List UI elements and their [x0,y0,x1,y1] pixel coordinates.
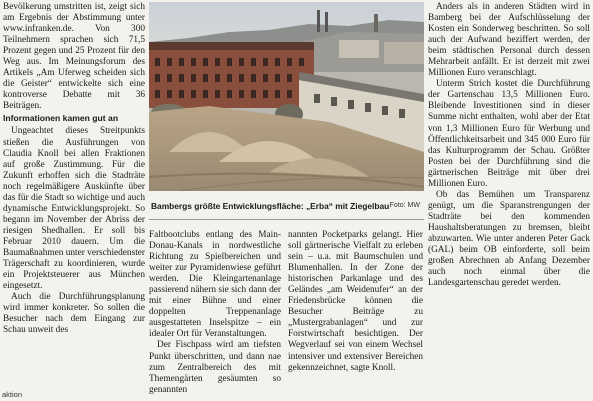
subheading: Informationen kamen gut an [3,113,119,124]
paragraph: Unterm Strich kostet die Durchführung der Gartenschau 13,5 Millionen Euro. Bleibende Investitionen sind in dieser Summe nicht enthalten, wohl aber der Etat von 1,3 Millionen Euro für Werbung und Öffentlichkeitsarbeit und 345 000 Euro für das Kulturprogramm der Schau. Größter Posten bei der Durchführung sind die gärtnerischen Beiträge mit über drei Millionen Euro. [428,79,590,189]
photo-caption-bar [149,199,424,213]
divider [149,219,424,220]
photo-credit: Foto: MW [389,202,420,209]
article-column-left [3,2,145,390]
footer-tag: aktion [2,390,23,399]
paragraph: Der Fischpass wird am tiefsten Punkt überschritten, und dann nae zum Zentralbereich des mit Themengärten gesäumten so genannten [149,340,281,395]
paragraph: Faltbootclubs entlang des Main-Donau-Kanals in nordwestliche Richtung zu Spielbereichen und weiter zur Pyramidenwiese geführt werden. Die Kleingartenanlage passierend nähern sie sich dann der mit einer Bühne und einer doppelten Treppenanlage ausgestatteten Inselspitze – ein idealer Ort für Veranstaltungen. [149,230,281,340]
article-photo [149,2,424,191]
paragraph: Ungeachtet dieses Streitpunkts stießen die Ausführungen von Claudia Knoll bei allen Fraktionen auf große Zustimmung. Für die Zukunft erhoffen sich die Stadträte noch regelmäßigere Auskünfte über das für die Stadt so wichtige und auch dynamische Entwicklungsprojekt. So begann im November der Abriss der riesigen Shedhallen. Er soll bis Februar 2010 dauern. Um die Baumaßnahmen unter verschiedenster Trägerschaft zu koordinieren, wurde ein Projektsteuerer aus München eingesetzt. [3,126,145,292]
paragraph: nannten Pocketparks gelangt. Hier soll gärtnerische Vielfalt zu erleben sein – u.a. mit Baumschulen und Blumenhallen. In der Zone der historischen Parkanlage und des Geländes „am Weidenufer“ an der Friedensbrücke können die Besucher Beiträge zu „Mustergrabanlagen“ und zur Forstwirtschaft besichtigen. Der Wegverlauf sei von einem Wechsel intensiver und extensiver Bereichen gekennzeichnet, sagte Knoll. [288,230,423,373]
paragraph: Anders als in anderen Städten wird in Bamberg bei der Aufschlüsselung der Kosten ein Sonderweg beschritten. So soll auch der Aufwand beziffert werden, der beim städtischen Personal durch dessen Mehrarbeit anfällt. Er ist derzeit mit zwei Millionen Euro veranschlagt. [428,2,590,79]
article-column-middle-b [288,230,423,395]
photo-caption: Bambergs größte Entwicklungsfläche: „Erba“ mit Ziegelbau [151,201,390,211]
photo-illustration [149,2,424,191]
paragraph: Bevölkerung umstritten ist, zeigt sich am Ergebnis der Abstimmung unter www.infranken.de. Von 300 Teilnehmern sprachen sich 71,5 Prozent gegen und 25 Prozent für den Weg aus. Im Meinungsforum des Artikels „Am Uferweg scheiden sich die Geister“ entwickelte sich eine kontroverse Debatte mit 36 Beiträgen. [3,2,145,112]
paragraph: Ob das Bemühen um Transparenz genügt, um die Sparanstrengungen der Stadträte bei den kommenden Haushaltsberatungen zu bremsen, bleibt abzuwarten. Wie unter anderen Peter Gack (GAL) beim OB einforderte, soll beim großen Abrechnen ab Anfang Dezember auch noch einmal über die Landesgartenschau geredet werden. [428,189,590,289]
article-column-middle-a [149,230,281,395]
paragraph: Auch die Durchführungsplanung wird immer konkreter. So sollen die Besucher nach dem Eingang zur Schau unweit des [3,292,145,336]
article-column-right [428,2,590,390]
